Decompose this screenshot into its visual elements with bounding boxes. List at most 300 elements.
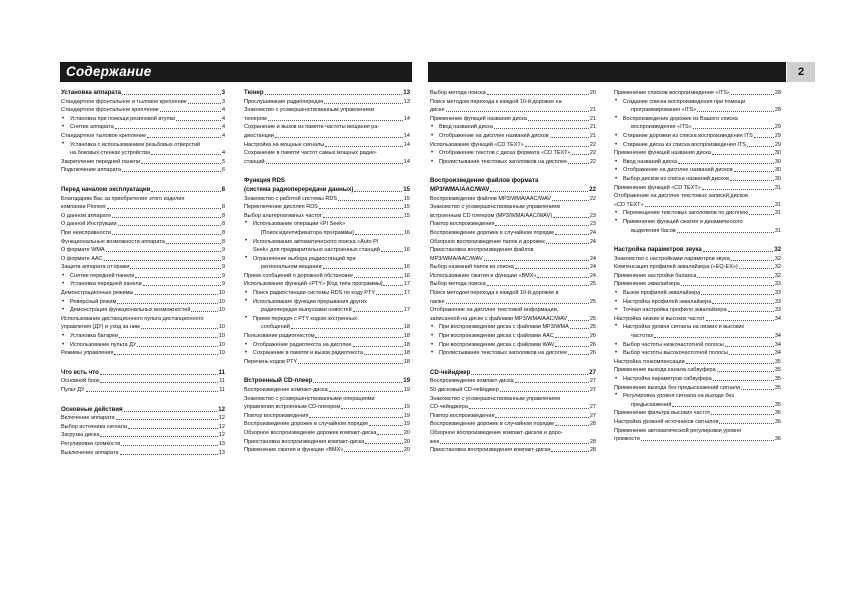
entry-page: 13 [218,449,225,456]
toc-entry [614,158,781,167]
entry-page: 13 [218,440,225,447]
toc-entry [430,395,596,412]
entry-page: 3 [221,98,225,105]
entry-page: 11 [218,368,225,376]
entry-text: Повтор воспроизведения [244,412,309,419]
entry-text: диостанции [244,132,274,139]
entry-page: 18 [403,324,410,331]
entry-text: Тюнер [244,89,264,96]
dot-leader [469,403,589,409]
dot-leader [747,141,774,147]
entry-page: 8 [221,221,225,228]
dot-leader [112,229,221,235]
entry-text: • Ввод названий диска [439,124,494,131]
dot-leader [555,332,589,338]
entry-page: 31 [774,210,781,217]
entry-text: • Перемещение текстовых заголовков по дисплею [623,210,749,217]
dot-leader [338,195,403,201]
entry-text: • Снятие передней панели [70,272,135,279]
dot-leader [117,298,217,304]
dot-leader [701,289,774,295]
entry-page: 9 [221,272,225,279]
entry-line: Обзорное воспроизведение компакт-дисков и доро- [430,429,563,436]
entry-text: на боковых стенках устройства [70,150,151,157]
entry-text: Воспроизведение файлов MP3/WMA/AAC/WAV [430,195,551,202]
entry-page: 20 [403,429,410,436]
entry-text: (система радиоперередачи данных) [244,185,354,193]
entry-text: жек [430,438,440,445]
dot-leader [176,115,221,121]
entry-text: О данном аппарате [61,212,112,219]
toc-entry [61,141,225,158]
dot-leader [122,166,221,172]
toc-entry [430,158,596,167]
entry-page: 30 [774,158,781,165]
dot-leader [487,280,589,286]
toc-section [61,186,225,358]
entry-line [244,132,410,141]
dot-leader [654,332,774,338]
section-heading [430,186,596,195]
entry-page: 33 [774,281,781,288]
entry-line [253,323,410,332]
dot-leader [275,132,403,138]
entry-text: воспроизведения «ITS» [631,124,692,131]
entry-text: При неисправности [61,229,111,236]
toc-entry [61,246,225,255]
toc-entry [244,141,410,150]
dot-leader [440,438,589,444]
entry-text: [Поиск идентификатора программы] [261,229,354,236]
section-heading [244,89,410,98]
dot-leader [121,440,218,446]
toc-entry [244,195,410,204]
toc-entry [61,263,225,272]
entry-page: 24 [589,255,596,262]
toc-entry [614,315,781,324]
dot-leader [315,332,402,338]
toc-section [614,246,781,444]
toc-entry [614,255,781,264]
entry-line [244,115,410,124]
toc-section [244,177,410,366]
toc-entry [61,106,225,115]
entry-page: 18 [403,333,410,340]
toc-entry [430,420,596,429]
entry-text: радиопередач выпусками новостей [261,307,352,314]
entry-text: Прием сообщений о дорожной обстановке [244,272,354,279]
entry-page: 22 [589,158,596,165]
dot-leader [116,414,218,420]
entry-page: 12 [218,432,225,439]
section-heading [430,369,596,378]
dot-leader [319,203,403,209]
toc-entry [430,412,596,421]
dot-leader [354,272,403,278]
entry-text: Настройка тонкомпенсации [614,358,685,365]
entry-line [253,263,410,272]
toc-column-2 [244,89,410,466]
toc-entry [61,238,225,247]
entry-page: 29 [774,132,781,139]
entry-text: Применение фильтра высоких частот [614,410,711,417]
entry-page: 27 [589,387,596,393]
entry-page: 22 [589,150,596,157]
toc-entry [430,220,596,229]
toc-entry [61,440,225,449]
dot-leader [568,158,589,164]
entry-text: • При воспроизведении диска с файлами MP3/WMA [439,324,569,331]
entry-text: • Точная настройка профиля эквалайзера [623,307,727,314]
toc-entry [430,377,596,386]
toc-section [244,89,410,166]
entry-text: Применение сжатия и функции «BMX» [244,447,344,454]
entry-page: 35 [774,384,781,391]
toc-entry [61,255,225,264]
toc-entry [244,315,410,332]
entry-text: управления встроенным CD-плеером [244,404,341,411]
dot-leader [143,280,221,286]
toc-section [614,89,781,235]
toc-entry [244,395,410,412]
toc-entry [244,123,410,140]
dot-leader [104,255,221,261]
toc-entry [244,203,410,212]
entry-page: 35 [774,367,781,374]
toc-entry [61,229,225,238]
entry-line: • Прием передач с PTY кодом экстренных [253,315,357,322]
entry-page: 34 [774,315,781,322]
toc-entry [61,377,225,386]
entry-line [614,201,781,210]
entry-text: • Стирание диска из списка воспроизведения ITS [623,141,746,148]
entry-text: Применение выхода без предыскажений сигнала [614,384,741,391]
section-heading [61,89,225,98]
entry-page: 27 [589,404,596,411]
entry-page: 26 [589,333,596,340]
dot-leader [725,341,774,347]
dot-leader [323,263,403,269]
toc-entry [61,306,225,315]
entry-text: Использование функций «CD TEXT» [430,141,524,148]
entry-text: • Выбор частоты высокочастотной полосы [623,350,728,357]
dot-leader [555,229,589,235]
entry-text: Применение выхода канала сабвуфера [614,367,716,374]
entry-line [623,401,781,410]
entry-page: 31 [774,227,781,234]
entry-line [430,403,596,412]
entry-line [253,306,410,315]
entry-text: Использование сжатия и функции «BMX» [430,272,537,279]
dot-leader [188,98,221,104]
toc-entry [614,263,781,272]
toc-entry [614,89,781,98]
toc-entry [614,306,781,315]
entry-line: Приостановка воспроизведения файлов [430,247,534,254]
dot-leader [135,289,218,295]
section-heading [244,377,410,386]
dot-leader [686,358,774,364]
entry-page: 34 [774,350,781,357]
entry-text: «CD TEXT» [614,201,644,208]
entry-text: • Настройка профилей эквалайзера [623,298,712,305]
entry-text: Применение списков воспроизведения «ITS» [614,90,730,96]
entry-page: 15 [403,195,410,202]
toc-entry [61,423,225,432]
entry-text: Защита аппарата от кражи [61,264,130,271]
entry-page: 11 [219,378,225,385]
entry-page: 13 [403,89,410,96]
toc-entry [244,289,410,298]
entry-page: 17 [403,290,410,297]
toc-entry [430,341,596,350]
dot-leader [703,246,773,252]
entry-page: 15 [403,204,410,211]
entry-text: Приостановка воспроизведения компакт-диска [430,447,551,454]
dot-leader [525,141,589,147]
toc-entry [614,218,781,235]
dot-leader [729,349,774,355]
section-heading [61,186,225,195]
dot-leader [124,406,218,412]
toc-column-3 [430,89,596,466]
section-heading [61,406,225,415]
entry-text: • Настройка параметров сабвуфера [623,376,712,382]
toc-entry [614,149,781,158]
entry-page: 26 [589,341,596,348]
entry-text: Основной блок [61,378,100,385]
entry-page: 36 [774,410,781,417]
dot-leader [329,386,403,392]
entry-text: • Демонстрация функциональных возможностей [70,307,191,314]
dot-leader [325,141,403,147]
entry-text: Регулировка громкости [61,440,121,447]
entry-page: 8 [221,229,225,236]
entry-line [623,332,781,341]
entry-page: 18 [403,350,410,357]
entry-page: 8 [221,185,225,193]
section-heading [61,369,225,378]
entry-text: Выбор метода поиска [430,281,486,288]
entry-page: 8 [221,238,225,245]
entry-text: записанной на диске с файлами MP3/WMA/AAC/WAV [430,315,568,322]
toc-entry [61,449,225,458]
dot-leader [119,332,218,338]
entry-text: • Установка батареи [70,333,119,340]
section-heading [614,246,781,255]
dot-leader [141,323,218,329]
toc-section [430,177,596,357]
entry-line [623,227,781,236]
dot-leader [546,238,589,244]
toc-entry [430,323,596,332]
dot-leader [383,280,402,286]
page-number-tab [787,62,815,82]
entry-line: Знакомство с усовершенствованным управлением [430,204,561,211]
section-heading [244,186,410,195]
entry-page: 12 [218,405,225,413]
dot-leader [741,384,774,390]
entry-text: Применение настройки баланса [614,272,697,279]
toc-section [244,377,410,454]
toc-entry [430,289,596,306]
toc-entry [61,315,225,332]
entry-text: Seek» для предварительно настроенных станций [253,247,380,254]
entry-line: • Использование функции прерывания других [253,298,367,305]
entry-text: 50-дисковый CD-чейнджер [430,387,499,393]
dot-leader [354,186,402,192]
entry-page: 24 [589,272,596,279]
entry-text: • Выбор частоты низкочастотной полосы [623,341,724,348]
entry-text: Прослушивание радиопередач [244,98,324,105]
entry-line: • Установка с использованием резьбовых отверстий [70,141,201,148]
dot-leader [749,209,774,215]
toc-entry [61,212,225,221]
dot-leader [641,435,774,441]
entry-text: Стандартное фронтальное и тыловое крепление [61,98,187,105]
entry-page: 28 [589,421,596,428]
dot-leader [376,289,403,295]
entry-page: 12 [218,423,225,430]
dot-leader [645,201,774,207]
entry-text: Знакомство с работой системы RDS [244,195,338,202]
entry-page: 4 [221,150,225,157]
toc-entry [430,195,596,204]
entry-line: • Воспроизведение дорожек из Вашего списка [623,115,738,122]
dot-leader [112,212,221,218]
entry-line: Применение автоматической регулировки уровня [614,427,742,434]
entry-page: 10 [218,307,225,314]
dot-leader [115,123,221,129]
dot-leader [712,298,774,304]
entry-text: Установка аппарата [61,89,122,96]
entry-page: 25 [589,324,596,331]
entry-page: 35 [774,401,781,408]
entry-page: 30 [774,167,781,174]
toc-entry [430,229,596,238]
toc-entry [430,386,596,395]
toc-entry [614,298,781,307]
entry-text: Функциональные возможности аппарата [61,238,165,245]
toc-entry [614,98,781,115]
dot-leader [568,315,589,321]
dot-leader [151,149,221,155]
entry-text: • Ввод названий диска [623,158,678,165]
toc-section [430,369,596,455]
dot-leader [364,349,403,355]
toc-entry [61,280,225,289]
entry-text: • Стирание дорожки из списка воспроизведения ITS [623,132,753,139]
dot-leader [697,106,774,112]
toc-entry [614,418,781,427]
entry-text: Пульт ДУ [61,387,85,393]
toc-entry [614,392,781,409]
toc-entry [61,386,225,395]
dot-leader [487,89,589,95]
dot-leader [323,212,403,218]
dot-leader [495,412,588,418]
dot-leader [500,386,589,392]
dot-leader [551,446,589,452]
entry-page: 18 [403,341,410,348]
entry-line: • Создание списка воспроизведения при помощи [623,98,746,105]
dot-leader [471,369,588,375]
entry-page: 25 [589,298,596,305]
entry-page: 9 [221,264,225,271]
toc-entry [614,280,781,289]
toc-section [61,369,225,395]
entry-line [430,298,596,307]
entry-page: 3 [221,89,225,96]
toc-entry [244,238,410,255]
entry-page: 19 [403,412,410,419]
entry-page: 23 [589,212,596,219]
entry-text: • Реверсный режим [70,298,117,305]
entry-page: 10 [218,324,225,331]
dot-leader [490,186,588,192]
entry-page: 13 [403,98,410,105]
dot-leader [137,341,217,347]
entry-text: • Отображение на дисплее названий дисков [623,167,733,174]
entry-line [430,106,596,115]
dot-leader [537,272,588,278]
entry-line: Сохранение в памяти частот самых мощных радио- [244,150,377,157]
entry-page: 26 [589,350,596,357]
toc-entry [61,332,225,341]
entry-text: Загрузка диска [61,432,100,439]
entry-text: Основные действия [61,405,123,413]
entry-page: 25 [589,281,596,288]
dot-leader [446,298,589,304]
entry-text: Включение аппарата [61,415,115,422]
entry-page: 4 [221,132,225,139]
entry-text: Настройка низких и высоких частот [614,315,705,322]
toc-entry [614,184,781,193]
dot-leader [135,272,221,278]
entry-text: MP3/WMA/AAC/WAV [430,255,483,262]
dot-leader [86,386,219,392]
dot-leader [377,429,402,435]
entry-text: Настройка параметров звука [614,246,702,254]
entry-page: 29 [774,141,781,148]
entry-line [253,229,410,238]
dot-leader [365,438,403,444]
dot-leader [712,149,774,155]
toc-entry [244,332,410,341]
entry-page: 20 [403,447,410,454]
dot-leader [107,203,221,209]
entry-page: 23 [589,221,596,228]
entry-line [61,203,225,212]
entry-page: 24 [589,238,596,245]
entry-page: 17 [403,281,410,288]
toc-entry [430,332,596,341]
entry-text: встроенным CD плеером (MP3/WMA/AAC/WAV) [430,212,553,219]
toc-entry [244,272,410,281]
entry-text: Выбор названий папок из списка [430,264,514,271]
entry-page: 35 [774,358,781,365]
toc-entry [244,220,410,237]
dot-leader [494,123,589,129]
toc-entry [614,175,781,184]
entry-page: 33 [774,298,781,305]
entry-text: Перед началом эксплуатации [61,185,151,193]
entry-page: 33 [774,307,781,314]
toc-entry [61,414,225,423]
entry-page: 32 [774,255,781,262]
entry-text: папке [430,298,445,305]
entry-text: Пользование радиотекстом [244,333,315,340]
